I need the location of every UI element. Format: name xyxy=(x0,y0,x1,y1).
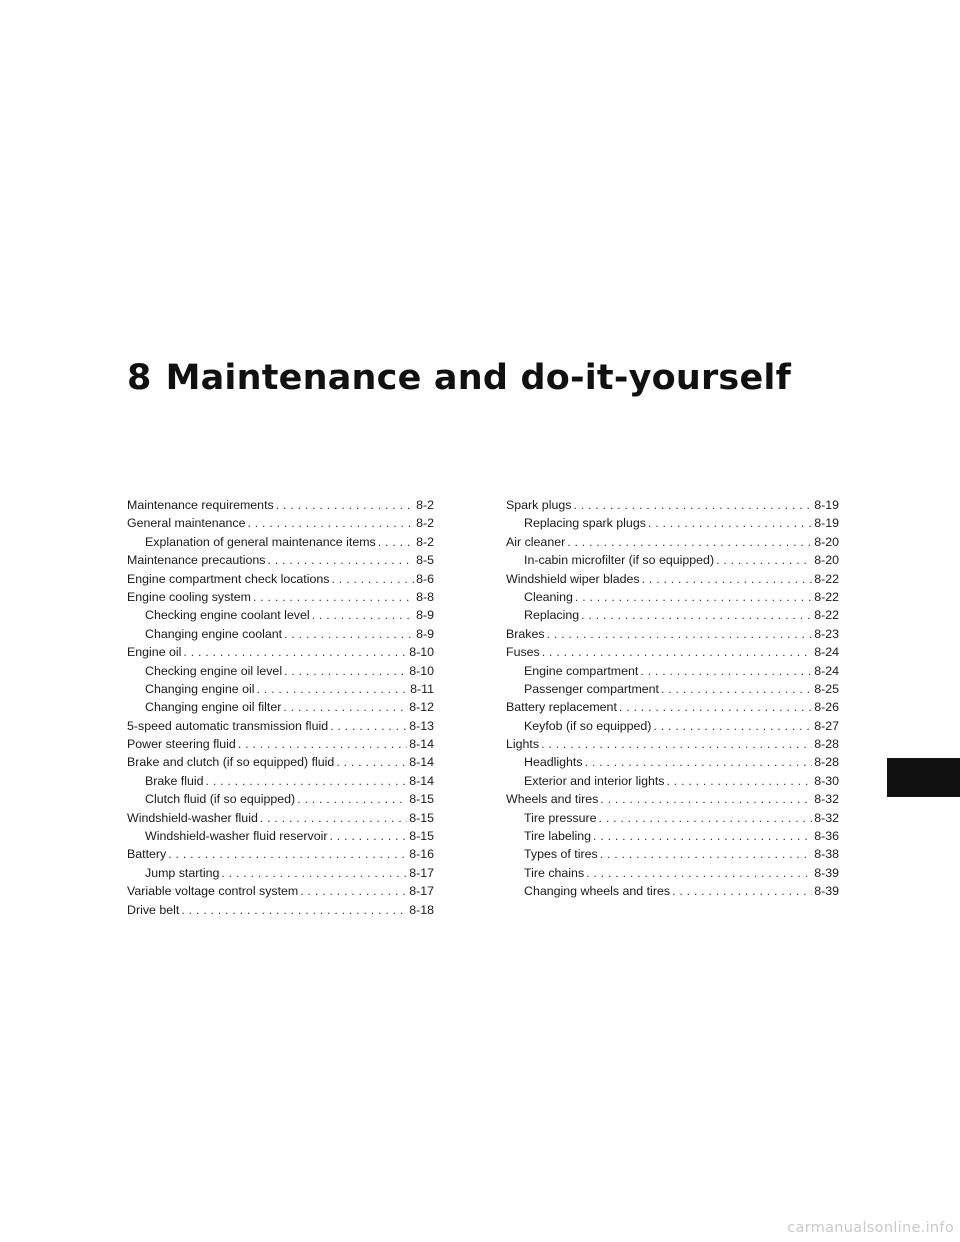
toc-entry-page: 8-8 xyxy=(416,589,434,604)
toc-dot-leader xyxy=(547,625,813,643)
toc-dot-leader xyxy=(600,790,812,808)
toc-dot-leader xyxy=(653,717,812,735)
toc-entry-label: Fuses xyxy=(506,645,540,660)
toc-entry-label: Passenger compartment xyxy=(524,681,659,696)
toc-dot-leader xyxy=(206,772,408,790)
toc-dot-leader xyxy=(600,845,813,863)
toc-dot-leader xyxy=(336,753,407,771)
toc-entry-page: 8-13 xyxy=(409,718,434,733)
toc-entry[interactable] xyxy=(506,533,839,551)
toc-entry-label: Jump starting xyxy=(145,865,220,880)
toc-entry-page: 8-2 xyxy=(416,498,434,512)
toc-dot-leader xyxy=(297,790,407,808)
toc-entry-label: Tire pressure xyxy=(524,810,597,825)
toc-dot-leader xyxy=(283,698,407,716)
toc-entry[interactable] xyxy=(127,662,434,680)
toc-entry[interactable] xyxy=(506,772,839,790)
toc-entry-label: Keyfob (if so equipped) xyxy=(524,718,652,733)
toc-entry-label: Explanation of general maintenance items xyxy=(145,534,376,549)
toc-entry-page: 8-36 xyxy=(814,829,839,844)
toc-entry[interactable] xyxy=(506,570,839,588)
toc-right-column xyxy=(506,496,839,901)
toc-entry-label: Engine cooling system xyxy=(127,589,251,604)
chapter-title xyxy=(127,358,791,398)
toc-entry-page: 8-14 xyxy=(409,737,434,752)
toc-entry-page: 8-22 xyxy=(814,589,839,604)
toc-dot-leader xyxy=(267,551,414,569)
toc-entry[interactable] xyxy=(127,901,434,919)
toc-dot-leader xyxy=(221,864,407,882)
toc-entry[interactable] xyxy=(127,809,434,827)
toc-entry-page: 8-20 xyxy=(814,553,839,568)
watermark: carmanualsonline.info xyxy=(787,1220,954,1236)
toc-entry-label: Windshield wiper blades xyxy=(506,571,640,586)
toc-dot-leader xyxy=(586,864,812,882)
toc-entry-label: Maintenance precautions xyxy=(127,553,266,568)
toc-entry-page: 8-28 xyxy=(814,737,839,752)
toc-entry[interactable] xyxy=(127,717,434,735)
toc-entry-label: Changing engine oil xyxy=(145,681,255,696)
toc-entry-label: Brake and clutch (if so equipped) fluid xyxy=(127,755,335,770)
toc-entry-page: 8-12 xyxy=(409,700,434,715)
toc-entry[interactable] xyxy=(127,827,434,845)
toc-entry[interactable] xyxy=(506,698,839,716)
toc-dot-leader xyxy=(581,606,812,624)
toc-entry[interactable] xyxy=(127,625,434,643)
toc-entry-page: 8-32 xyxy=(814,792,839,807)
toc-entry[interactable] xyxy=(506,662,839,680)
toc-entry-label: Changing engine oil filter xyxy=(145,700,282,715)
toc-entry[interactable] xyxy=(506,717,839,735)
toc-entry-page: 8-24 xyxy=(814,663,839,678)
toc-entry-label: Engine oil xyxy=(127,645,182,660)
toc-entry-page: 8-15 xyxy=(409,792,434,807)
toc-entry-label: Headlights xyxy=(524,755,583,770)
toc-entry-page: 8-24 xyxy=(814,645,839,660)
toc-entry[interactable] xyxy=(506,753,839,771)
toc-entry-label: Replacing spark plugs xyxy=(524,516,646,531)
toc-entry-page: 8-11 xyxy=(410,681,434,696)
toc-dot-leader xyxy=(661,680,812,698)
toc-entry-label: General maintenance xyxy=(127,516,246,531)
toc-dot-leader xyxy=(183,643,407,661)
toc-entry-page: 8-19 xyxy=(814,498,839,512)
toc-entry-page: 8-17 xyxy=(409,884,434,899)
toc-entry-page: 8-25 xyxy=(814,681,839,696)
toc-entry[interactable] xyxy=(506,845,839,863)
toc-entry-page: 8-27 xyxy=(814,718,839,733)
toc-dot-leader xyxy=(329,827,407,845)
toc-dot-leader xyxy=(332,570,415,588)
toc-entry-page: 8-14 xyxy=(409,755,434,770)
toc-entry-label: Checking engine oil level xyxy=(145,663,283,678)
toc-dot-leader xyxy=(257,680,409,698)
toc-entry-page: 8-16 xyxy=(409,847,434,862)
toc-dot-leader xyxy=(312,606,414,624)
toc-entry-label: Brakes xyxy=(506,626,545,641)
toc-dot-leader xyxy=(276,496,414,514)
toc-entry[interactable] xyxy=(506,790,839,808)
toc-entry-page: 8-22 xyxy=(814,571,839,586)
toc-entry-page: 8-15 xyxy=(409,810,434,825)
toc-dot-leader xyxy=(284,625,414,643)
toc-dot-leader xyxy=(542,643,812,661)
toc-entry[interactable] xyxy=(127,698,434,716)
toc-entry-page: 8-26 xyxy=(814,700,839,715)
toc-entry[interactable] xyxy=(127,845,434,863)
toc-entry[interactable] xyxy=(127,588,434,606)
toc-entry[interactable] xyxy=(127,882,434,900)
toc-entry[interactable] xyxy=(127,680,434,698)
toc-left-column xyxy=(127,496,434,919)
toc-entry-page: 8-2 xyxy=(416,516,434,531)
toc-entry-page: 8-17 xyxy=(409,865,434,880)
toc-entry[interactable] xyxy=(506,643,839,661)
toc-entry[interactable] xyxy=(127,606,434,624)
toc-entry-label: Brake fluid xyxy=(145,773,204,788)
toc-entry-page: 8-9 xyxy=(416,626,434,641)
toc-entry-page: 8-2 xyxy=(416,534,434,549)
toc-entry[interactable] xyxy=(127,753,434,771)
toc-entry-page: 8-15 xyxy=(409,829,434,844)
toc-entry-label: Wheels and tires xyxy=(506,792,599,807)
toc-entry[interactable] xyxy=(506,625,839,643)
toc-entry-page: 8-39 xyxy=(814,884,839,899)
toc-entry-page: 8-20 xyxy=(814,534,839,549)
toc-dot-leader xyxy=(575,588,812,606)
toc-entry-label: Battery replacement xyxy=(506,700,617,715)
chapter-title-text: Maintenance and do-it-yourself xyxy=(165,358,792,398)
toc-dot-leader xyxy=(648,514,812,532)
toc-dot-leader xyxy=(238,735,407,753)
toc-entry-label: Tire labeling xyxy=(524,829,592,844)
toc-entry[interactable] xyxy=(506,864,839,882)
toc-entry-label: Power steering fluid xyxy=(127,737,236,752)
toc-entry-label: Changing engine coolant xyxy=(145,626,283,641)
toc-entry-label: Air cleaner xyxy=(506,534,566,549)
toc-dot-leader xyxy=(593,827,812,845)
toc-entry-page: 8-10 xyxy=(409,663,434,678)
toc-entry-label: Variable voltage control system xyxy=(127,884,299,899)
toc-entry-page: 8-23 xyxy=(814,626,839,641)
toc-dot-leader xyxy=(667,772,813,790)
toc-entry-page: 8-38 xyxy=(814,847,839,862)
toc-entry[interactable] xyxy=(506,514,839,532)
toc-entry[interactable] xyxy=(506,588,839,606)
toc-entry[interactable] xyxy=(127,864,434,882)
toc-entry[interactable] xyxy=(127,496,434,514)
chapter-number: 8 xyxy=(127,358,152,398)
toc-entry-label: Clutch fluid (if so equipped) xyxy=(145,792,296,807)
toc-entry[interactable] xyxy=(127,643,434,661)
toc-entry-label: 5-speed automatic transmission fluid xyxy=(127,718,329,733)
toc-entry-page: 8-5 xyxy=(416,553,434,568)
toc-entry-label: Tire chains xyxy=(524,865,585,880)
chapter-tab xyxy=(887,758,960,797)
toc-entry-label: Checking engine coolant level xyxy=(145,608,310,623)
toc-dot-leader xyxy=(716,551,812,569)
toc-entry-label: Battery xyxy=(127,847,167,862)
toc-entry-page: 8-30 xyxy=(814,773,839,788)
toc-entry-page: 8-28 xyxy=(814,755,839,770)
toc-entry-page: 8-19 xyxy=(814,516,839,531)
toc-entry-page: 8-6 xyxy=(416,571,434,586)
toc-entry-page: 8-10 xyxy=(409,645,434,660)
toc-dot-leader xyxy=(672,882,812,900)
toc-entry-page: 8-39 xyxy=(814,865,839,880)
toc-dot-leader xyxy=(378,533,414,551)
toc-entry-label: Drive belt xyxy=(127,902,180,917)
toc-entry-page: 8-22 xyxy=(814,608,839,623)
toc-entry-label: Maintenance requirements xyxy=(127,498,274,512)
toc-dot-leader xyxy=(181,901,407,919)
toc-dot-leader xyxy=(260,809,407,827)
toc-entry-label: Engine compartment xyxy=(524,663,639,678)
toc-entry-label: Types of tires xyxy=(524,847,598,862)
toc-entry-page: 8-18 xyxy=(409,902,434,917)
toc-entry-label: Changing wheels and tires xyxy=(524,884,671,899)
toc-entry[interactable] xyxy=(506,809,839,827)
toc-entry[interactable] xyxy=(506,882,839,900)
toc-entry[interactable] xyxy=(506,551,839,569)
toc-entry[interactable] xyxy=(127,551,434,569)
toc-entry-label: Engine compartment check locations xyxy=(127,571,330,586)
toc-entry[interactable] xyxy=(127,735,434,753)
toc-dot-leader xyxy=(640,662,812,680)
toc-dot-leader xyxy=(284,662,407,680)
toc-dot-leader xyxy=(619,698,812,716)
toc-entry[interactable] xyxy=(506,680,839,698)
toc-entry[interactable] xyxy=(506,606,839,624)
toc-entry[interactable] xyxy=(127,514,434,532)
toc-entry-label: Spark plugs xyxy=(506,498,572,512)
toc-dot-leader xyxy=(168,845,407,863)
toc-dot-leader xyxy=(573,496,812,514)
toc-entry-page: 8-9 xyxy=(416,608,434,623)
toc-entry-label: In-cabin microfilter (if so equipped) xyxy=(524,553,715,568)
toc-entry[interactable] xyxy=(127,772,434,790)
toc-dot-leader xyxy=(300,882,407,900)
toc-entry[interactable] xyxy=(506,496,839,514)
toc-entry[interactable] xyxy=(127,570,434,588)
toc-entry-label: Windshield-washer fluid reservoir xyxy=(145,829,328,844)
toc-dot-leader xyxy=(541,735,812,753)
toc-entry-label: Replacing xyxy=(524,608,580,623)
toc-entry[interactable] xyxy=(127,533,434,551)
toc-entry-label: Exterior and interior lights xyxy=(524,773,665,788)
toc-entry-page: 8-14 xyxy=(409,773,434,788)
toc-dot-leader xyxy=(585,753,813,771)
toc-dot-leader xyxy=(642,570,813,588)
toc-entry-page: 8-32 xyxy=(814,810,839,825)
toc-dot-leader xyxy=(330,717,407,735)
toc-dot-leader xyxy=(253,588,414,606)
toc-dot-leader xyxy=(567,533,812,551)
toc-dot-leader xyxy=(599,809,813,827)
toc-entry-label: Windshield-washer fluid xyxy=(127,810,258,825)
toc-entry[interactable] xyxy=(506,735,839,753)
toc-entry[interactable] xyxy=(127,790,434,808)
toc-entry-label: Lights xyxy=(506,737,540,752)
toc-entry-label: Cleaning xyxy=(524,589,573,604)
toc-entry[interactable] xyxy=(506,827,839,845)
toc-dot-leader xyxy=(247,514,414,532)
